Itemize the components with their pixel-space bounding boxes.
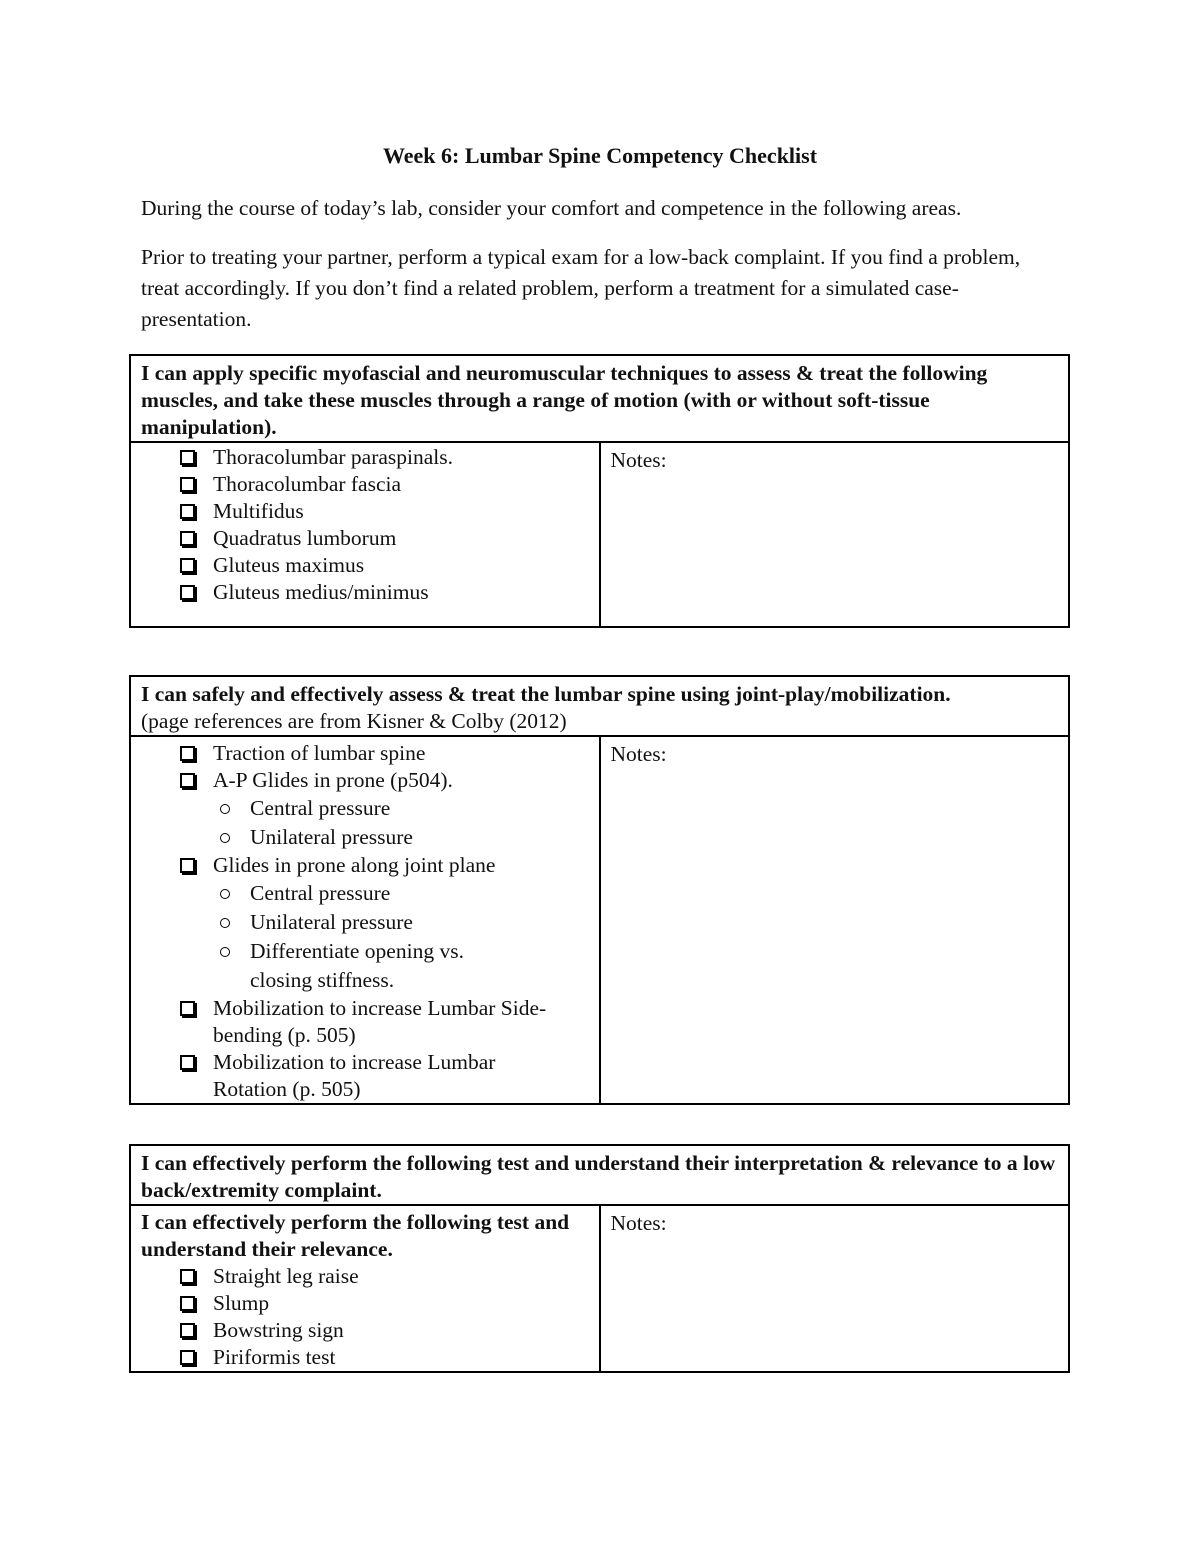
- checkbox-icon[interactable]: [180, 858, 195, 873]
- section3-intro: I can effectively perform the following test and understand their relevance.: [141, 1210, 570, 1261]
- bullet-circle-icon: [220, 889, 230, 899]
- checkbox-icon[interactable]: [180, 558, 195, 573]
- checklist-item[interactable]: Mobilization to increase Lumbar Rotation (p. 505): [180, 1049, 543, 1103]
- sub-item: Unilateral pressure: [220, 908, 599, 937]
- bullet-circle-icon: [220, 804, 230, 814]
- checklist-item[interactable]: Traction of lumbar spine: [180, 740, 599, 767]
- checklist-item[interactable]: Gluteus medius/minimus: [180, 579, 599, 606]
- myofascial-checklist-table: [129, 354, 1070, 628]
- checkbox-icon[interactable]: [180, 746, 195, 761]
- section1-notes-label: Notes:: [610, 448, 667, 472]
- sub-list: [180, 794, 599, 852]
- checkbox-icon[interactable]: [180, 531, 195, 546]
- sub-item: Unilateral pressure: [220, 823, 599, 852]
- checkbox-icon[interactable]: [180, 1296, 195, 1311]
- checklist-item[interactable]: Thoracolumbar paraspinals.: [180, 444, 599, 471]
- checkbox-icon[interactable]: [180, 1323, 195, 1338]
- checkbox-icon[interactable]: [180, 477, 195, 492]
- section3-checklist: [131, 1263, 599, 1371]
- checklist-item[interactable]: A-P Glides in prone (p504). Central pressure Unilateral pressure: [180, 767, 599, 852]
- section1-checklist: [131, 443, 599, 606]
- checklist-item[interactable]: Piriformis test: [180, 1344, 599, 1371]
- bullet-circle-icon: [220, 918, 230, 928]
- checklist-item[interactable]: Multifidus: [180, 498, 599, 525]
- section2-header: I can safely and effectively assess & treat the lumbar spine using joint-play/mobilization.: [141, 682, 951, 706]
- checkbox-icon[interactable]: [180, 773, 195, 788]
- checkbox-icon[interactable]: [180, 585, 195, 600]
- checklist-item[interactable]: Mobilization to increase Lumbar Side-bending (p. 505): [180, 995, 553, 1049]
- checkbox-icon[interactable]: [180, 504, 195, 519]
- joint-mobilization-table: [129, 675, 1070, 1105]
- intro-paragraph: During the course of today’s lab, consider your comfort and competence in the following areas.: [141, 196, 962, 220]
- bullet-circle-icon: [220, 947, 230, 957]
- checklist-item[interactable]: Slump: [180, 1290, 599, 1317]
- checkbox-icon[interactable]: [180, 1350, 195, 1365]
- checklist-item[interactable]: Gluteus maximus: [180, 552, 599, 579]
- special-tests-table: [129, 1144, 1070, 1373]
- section2-checklist: [131, 737, 599, 1103]
- section2-notes-label: Notes:: [610, 742, 667, 766]
- section2-subheader: (page references are from Kisner & Colby (2012): [141, 709, 567, 733]
- checkbox-icon[interactable]: [180, 1055, 195, 1070]
- section3-notes-label: Notes:: [610, 1211, 667, 1235]
- checkbox-icon[interactable]: [180, 450, 195, 465]
- page-title: Week 6: Lumbar Spine Competency Checklist: [382, 143, 818, 168]
- checklist-item[interactable]: Quadratus lumborum: [180, 525, 599, 552]
- sub-item: Differentiate opening vs. closing stiffness.: [220, 937, 490, 995]
- instructions-paragraph: Prior to treating your partner, perform a typical exam for a low-back complaint. If you find a problem, treat accordingly. If you don’t find a related problem, perform a treatment for a simulated case-presentation.: [141, 245, 1021, 331]
- sub-item: Central pressure: [220, 794, 599, 823]
- section1-header: I can apply specific myofascial and neuromuscular techniques to assess & treat the following muscles, and take these muscles through a range of motion (with or without soft-tissue manipulation).: [141, 361, 988, 439]
- section3-header: I can effectively perform the following test and understand their interpretation & relevance to a low back/extremity complaint.: [141, 1151, 1056, 1202]
- checklist-item[interactable]: Glides in prone along joint plane Central pressure Unilateral pressure Differentiate opening vs. closing stiffness.: [180, 852, 599, 995]
- checklist-item[interactable]: Thoracolumbar fascia: [180, 471, 599, 498]
- checkbox-icon[interactable]: [180, 1001, 195, 1016]
- checklist-item[interactable]: Straight leg raise: [180, 1263, 599, 1290]
- checklist-item[interactable]: Bowstring sign: [180, 1317, 599, 1344]
- sub-list: [180, 879, 599, 995]
- bullet-circle-icon: [220, 833, 230, 843]
- checkbox-icon[interactable]: [180, 1269, 195, 1284]
- sub-item: Central pressure: [220, 879, 599, 908]
